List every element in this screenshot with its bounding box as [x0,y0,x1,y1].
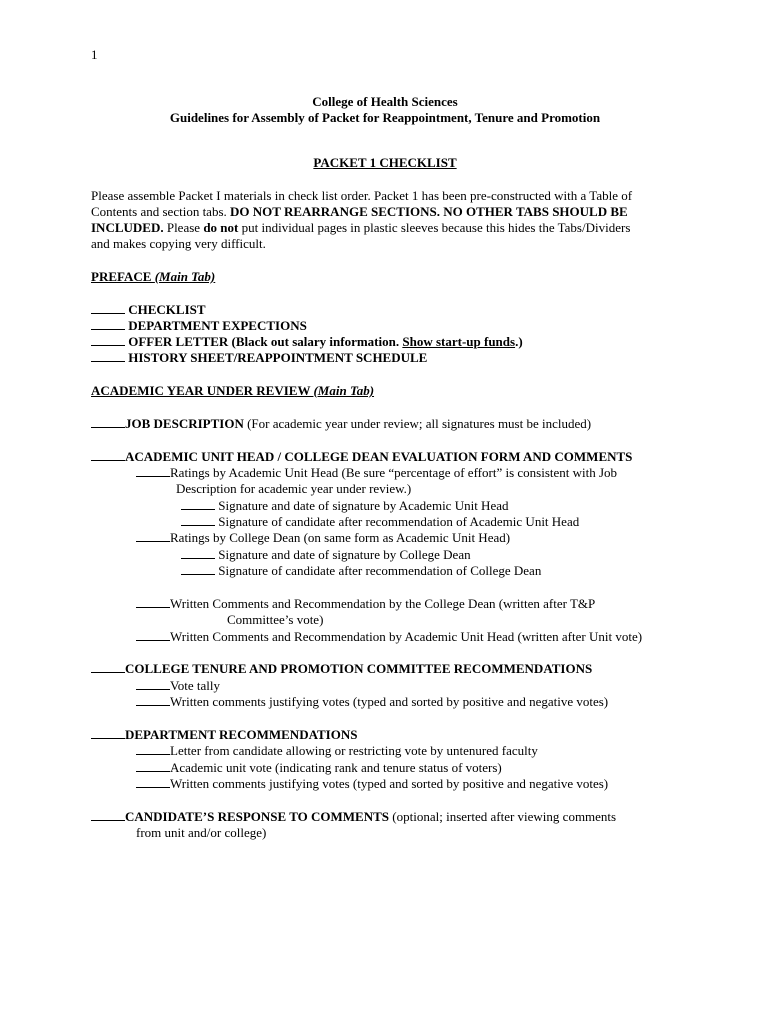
unit-vote-item [136,760,502,776]
dept-rec-item [91,727,357,743]
checkbox-blank[interactable] [91,334,125,346]
ayur-heading-text: ACADEMIC YEAR UNDER REVIEW [91,383,314,398]
checkbox-blank[interactable] [91,809,125,821]
ratings-head-item [136,465,617,481]
ratings-dean-item [136,530,510,546]
checkbox-blank[interactable] [181,514,215,526]
checkbox-blank[interactable] [91,727,125,739]
checkbox-blank[interactable] [136,530,170,542]
item-label: HISTORY SHEET/REAPPOINTMENT SCHEDULE [128,350,428,365]
sig-head-item [181,498,509,514]
preface-heading-text: PREFACE [91,269,155,284]
checkbox-blank[interactable] [136,776,170,788]
preface-item-checklist [91,302,206,318]
item-label: DEPARTMENT RECOMMENDATIONS [125,727,358,742]
item-label: Written comments justifying votes (typed and sorted by positive and negative votes) [170,694,609,709]
checkbox-blank[interactable] [136,678,170,690]
checkbox-blank[interactable] [91,302,125,314]
item-label: ACADEMIC UNIT HEAD / COLLEGE DEAN EVALUATION FORM AND COMMENTS [125,449,633,464]
checkbox-blank[interactable] [136,760,170,772]
dept-written-item [136,776,608,792]
checkbox-blank[interactable] [181,498,215,510]
item-label: DEPARTMENT EXPECTIONS [128,318,307,333]
item-note: (For academic year under review; all signatures must be included) [243,416,592,431]
sig-cand-head-item [181,514,579,530]
intro-line-2 [91,204,628,220]
item-label: CANDIDATE’S RESPONSE TO COMMENTS [125,809,390,824]
vote-tally-item [136,678,220,694]
item-label: Letter from candidate allowing or restricting vote by untenured faculty [170,743,538,758]
page-number: 1 [91,47,98,62]
item-label: CHECKLIST [128,302,206,317]
written-dean-item [136,596,595,612]
checkbox-blank[interactable] [136,465,170,477]
item-label: Signature of candidate after recommendation of Academic Unit Head [218,514,580,529]
ayur-heading [91,383,374,399]
checkbox-blank[interactable] [91,449,125,461]
item-label: Signature and date of signature by College Dean [218,547,471,562]
item-label: Signature of candidate after recommendation of College Dean [218,563,542,578]
item-label: OFFER LETTER (Black out salary information. [128,334,403,349]
item-label: Ratings by Academic Unit Head (Be sure “percentage of effort” is consistent with Job [170,465,618,480]
ayur-heading-tab: (Main Tab) [313,383,375,398]
checkbox-blank[interactable] [181,563,215,575]
ratings-head-item-cont: Description for academic year under review.) [176,481,412,496]
item-label: Academic unit vote (indicating rank and tenure status of voters) [170,760,502,775]
item-note: (optional; inserted after viewing comments [389,809,617,824]
intro-warning-end: INCLUDED. [91,220,164,235]
item-label: Signature and date of signature by Academic Unit Head [218,498,509,513]
intro-line-3 [91,220,630,236]
college-title: College of Health Sciences [312,94,458,109]
sig-dean-item [181,547,471,563]
letter-item [136,743,538,759]
checklist-title: PACKET 1 CHECKLIST [313,155,457,170]
item-label: Vote tally [170,678,220,693]
written-dean-item-cont: Committee’s vote) [227,612,324,627]
sig-cand-dean-item [181,563,541,579]
item-label: Written comments justifying votes (typed and sorted by positive and negative votes) [170,776,609,791]
college-tp-item [91,661,592,677]
document-title: Guidelines for Assembly of Packet for Reappointment, Tenure and Promotion [169,110,601,125]
checkbox-blank[interactable] [91,661,125,673]
preface-item-history [91,350,427,366]
intro-emphasis: do not [203,220,239,235]
evaluation-item [91,449,632,465]
checkbox-blank[interactable] [136,596,170,608]
intro-line-1: Please assemble Packet I materials in check list order. Packet 1 has been pre-constructed with a Table of [91,188,633,203]
college-written-item [136,694,608,710]
checkbox-blank[interactable] [136,629,170,641]
preface-item-offer [91,334,523,350]
item-label: JOB DESCRIPTION [125,416,244,431]
checkbox-blank[interactable] [136,743,170,755]
item-label-end: .) [515,334,523,349]
written-head-item [136,629,642,645]
response-item [91,809,616,825]
checkbox-blank[interactable] [91,350,125,362]
response-item-cont: from unit and/or college) [136,825,267,840]
preface-heading-tab: (Main Tab) [154,269,216,284]
item-label-underlined: Show start-up funds [402,334,516,349]
item-label: COLLEGE TENURE AND PROMOTION COMMITTEE RECOMMENDATIONS [125,661,593,676]
checkbox-blank[interactable] [91,318,125,330]
item-label: Written Comments and Recommendation by Academic Unit Head (written after Unit vote) [170,629,643,644]
preface-item-dept [91,318,307,334]
preface-heading [91,269,215,285]
intro-line-4: and makes copying very difficult. [91,236,266,251]
checkbox-blank[interactable] [136,694,170,706]
intro-warning: DO NOT REARRANGE SECTIONS. NO OTHER TABS SHOULD BE [230,204,628,219]
checkbox-blank[interactable] [181,547,215,559]
item-label: Ratings by College Dean (on same form as Academic Unit Head) [170,530,511,545]
intro-text: put individual pages in plastic sleeves because this hides the Tabs/Dividers [238,220,631,235]
item-label: Written Comments and Recommendation by the College Dean (written after T&P [170,596,596,611]
checkbox-blank[interactable] [91,416,125,428]
job-description-item [91,416,591,432]
intro-text: Contents and section tabs. [91,204,231,219]
intro-text: Please [163,220,204,235]
